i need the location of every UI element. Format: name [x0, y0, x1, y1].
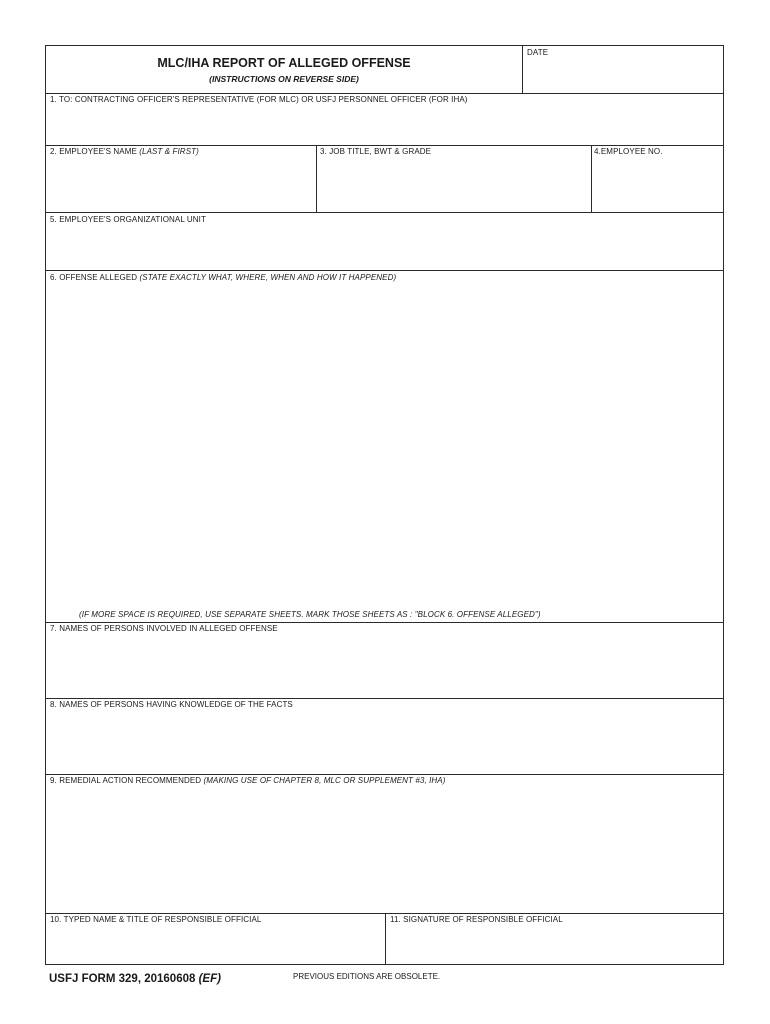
job-title-field[interactable] — [317, 146, 591, 212]
to-label: 1. TO: CONTRACTING OFFICER'S REPRESENTATIVE (FOR MLC) OR USFJ PERSONNEL OFFICER (FOR IHA) — [50, 95, 468, 104]
persons-knowledge-field[interactable] — [46, 699, 724, 774]
persons-knowledge-label: 8. NAMES OF PERSONS HAVING KNOWLEDGE OF THE FACTS — [50, 700, 293, 709]
remedial-field[interactable] — [46, 775, 724, 913]
offense-label: 6. OFFENSE ALLEGED (STATE EXACTLY WHAT, WHERE, WHEN AND HOW IT HAPPENED) — [50, 273, 397, 282]
remedial-label: 9. REMEDIAL ACTION RECOMMENDED (MAKING USE OF CHAPTER 8, MLC OR SUPPLEMENT #3, IHA) — [50, 776, 446, 785]
persons-involved-label: 7. NAMES OF PERSONS INVOLVED IN ALLEGED OFFENSE — [50, 624, 278, 633]
job-title-label: 3. JOB TITLE, BWT & GRADE — [320, 147, 432, 156]
employee-no-label: 4.EMPLOYEE NO. — [594, 147, 663, 156]
employee-no-field[interactable] — [592, 146, 724, 212]
form-title: MLC/IHA REPORT OF ALLEGED OFFENSE — [157, 56, 411, 70]
date-label: DATE — [527, 48, 549, 57]
date-field[interactable] — [523, 46, 724, 93]
signature-field[interactable] — [386, 914, 724, 964]
official-name-label: 10. TYPED NAME & TITLE OF RESPONSIBLE OFFICIAL — [50, 915, 262, 924]
report-form — [45, 45, 724, 965]
official-name-field[interactable] — [46, 914, 385, 964]
offense-note: (IF MORE SPACE IS REQUIRED, USE SEPARATE SHEETS. MARK THOSE SHEETS AS : "BLOCK 6. OFFENSE ALLEGED") — [79, 610, 541, 619]
employee-name-field[interactable] — [46, 146, 316, 212]
form-subtitle: (INSTRUCTIONS ON REVERSE SIDE) — [209, 74, 359, 84]
form-number: USFJ FORM 329, 20160608 (EF) — [49, 973, 221, 985]
employee-name-label: 2. EMPLOYEE'S NAME (LAST & FIRST) — [50, 147, 199, 156]
org-unit-field[interactable] — [46, 213, 724, 270]
offense-field[interactable] — [46, 286, 724, 606]
persons-involved-field[interactable] — [46, 623, 724, 698]
to-field[interactable] — [46, 94, 724, 145]
obsolete-note: PREVIOUS EDITIONS ARE OBSOLETE. — [293, 972, 441, 981]
divider-4 — [46, 270, 723, 271]
signature-label: 11. SIGNATURE OF RESPONSIBLE OFFICIAL — [390, 915, 563, 924]
org-unit-label: 5. EMPLOYEE'S ORGANIZATIONAL UNIT — [50, 215, 206, 224]
